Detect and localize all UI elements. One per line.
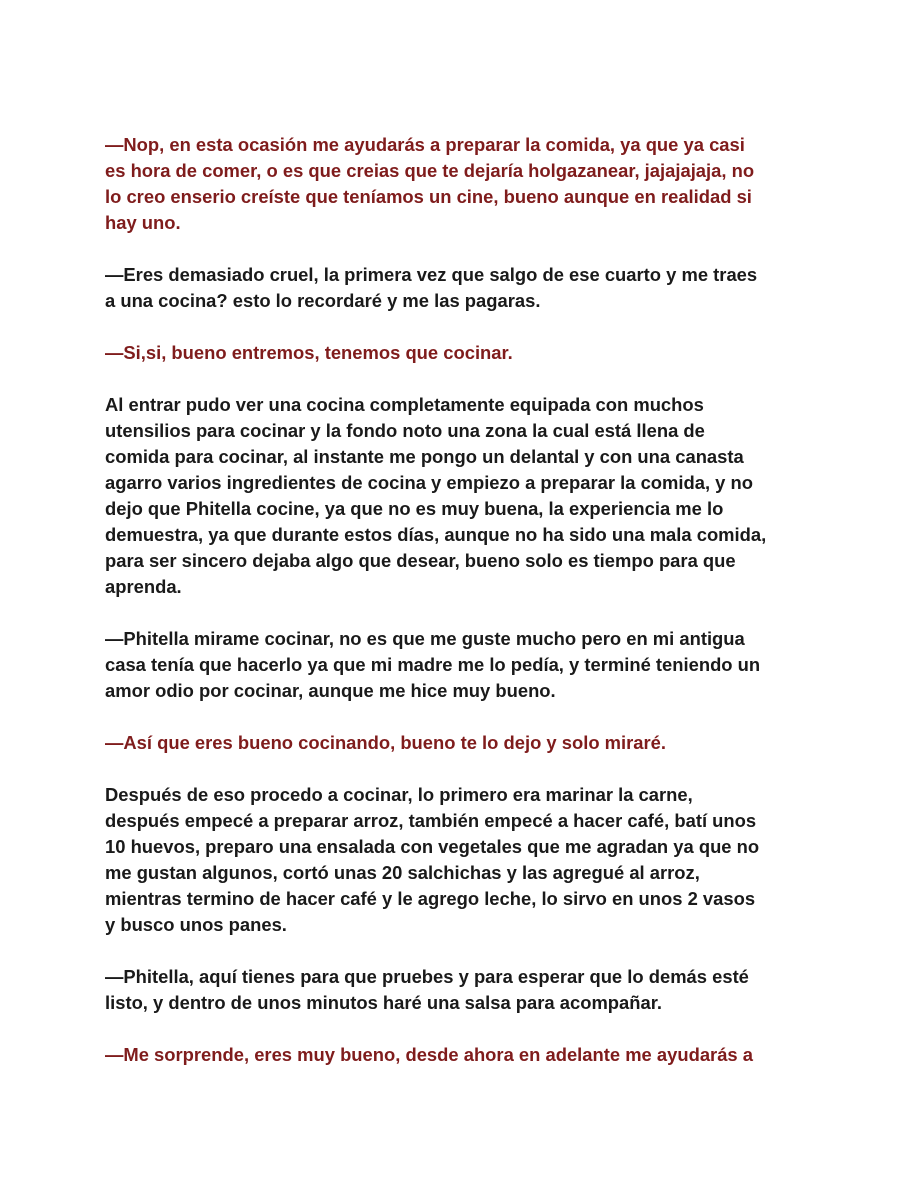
dialogue-paragraph: —Si,si, bueno entremos, tenemos que cocinar. (105, 342, 513, 363)
dialogue-paragraph: —Me sorprende, eres muy bueno, desde ahora en adelante me ayudarás a (105, 1044, 753, 1065)
dialogue-paragraph: —Eres demasiado cruel, la primera vez que salgo de ese cuarto y me traes a una cocina? esto lo recordaré y me las pagaras. (105, 264, 758, 311)
narrative-paragraph: Al entrar pudo ver una cocina completamente equipada con muchos utensilios para cocinar y la fondo noto una zona la cual está llena de comida para cocinar, al instante me pongo un delantal y con una canasta agarro varios ingredientes de cocina y empiezo a preparar la comida, y no dejo que Phitella cocine, ya que no es muy buena, la experiencia me lo demuestra, ya que durante estos días, aunque no ha sido una mala comida, para ser sincero dejaba algo que desear, bueno solo es tiempo para que aprenda. (105, 394, 767, 597)
dialogue-paragraph: —Phitella mirame cocinar, no es que me guste mucho pero en mi antigua casa tenía que hacerlo ya que mi madre me lo pedía, y terminé teniendo un amor odio por cocinar, aunque me hice muy bueno. (105, 628, 761, 701)
dialogue-paragraph: —Así que eres bueno cocinando, bueno te lo dejo y solo miraré. (105, 732, 667, 753)
dialogue-paragraph: —Nop, en esta ocasión me ayudarás a preparar la comida, ya que ya casi es hora de comer, o es que creias que te dejaría holgazanear, jajajajaja, no lo creo enserio creíste que teníamos un cine, bueno aunque en realidad si hay uno. (105, 134, 755, 233)
document-page (105, 132, 805, 1094)
narrative-paragraph: Después de eso procedo a cocinar, lo primero era marinar la carne, después empecé a preparar arroz, también empecé a hacer café, batí unos 10 huevos, preparo una ensalada con vegetales que me agradan ya que no me gustan algunos, cortó unas 20 salchichas y las agregué al arroz, mientras termino de hacer café y le agrego leche, lo sirvo en unos 2 vasos y busco unos panes. (105, 784, 760, 935)
dialogue-paragraph: —Phitella, aquí tienes para que pruebes y para esperar que lo demás esté listo, y dentro de unos minutos haré una salsa para acompañar. (105, 966, 749, 1013)
